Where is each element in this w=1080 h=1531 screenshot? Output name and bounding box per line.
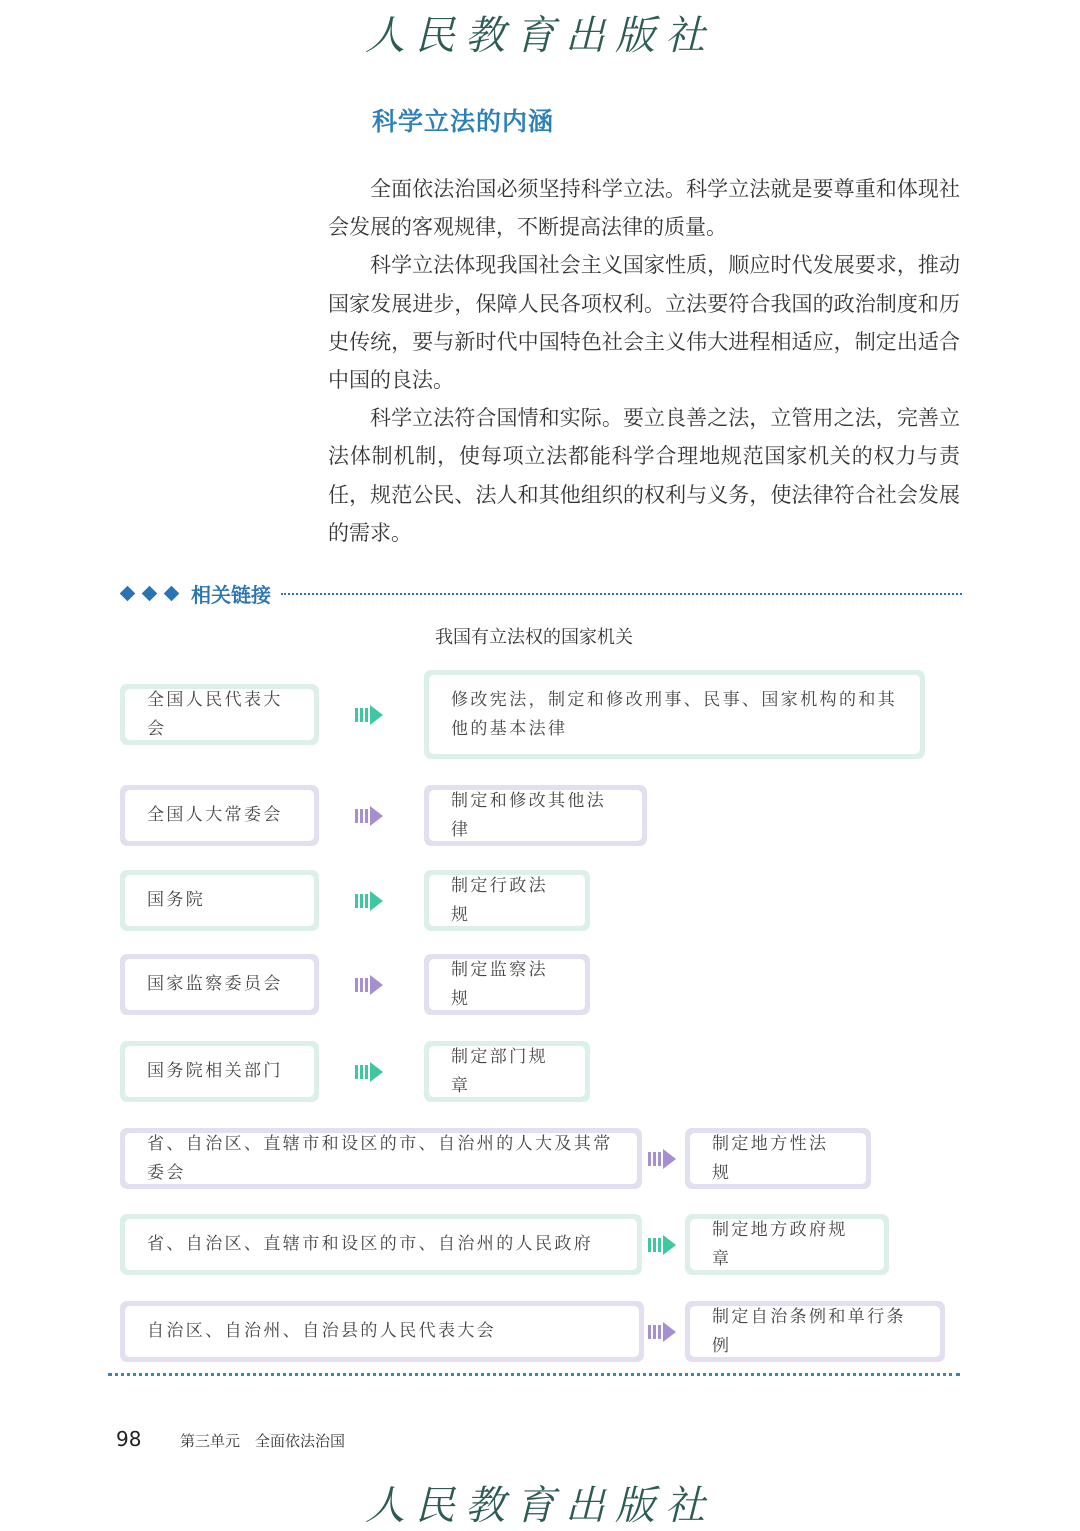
organ-label: 国家监察委员会 bbox=[125, 959, 314, 1010]
dotted-divider-bottom bbox=[108, 1373, 960, 1376]
organ-box bbox=[120, 1128, 642, 1189]
power-label: 修改宪法，制定和修改刑事、民事、国家机构的和其他的基本法律 bbox=[429, 675, 920, 754]
power-box bbox=[424, 670, 925, 759]
power-box bbox=[424, 1041, 590, 1102]
paragraph-2: 科学立法体现我国社会主义国家性质，顺应时代发展要求，推动国家发展进步，保障人民各项权利。立法要符合我国的政治制度和历史传统，要与新时代中国特色社会主义伟大进程相适应，制定出适合中国的良法。 bbox=[328, 253, 960, 393]
diagram-title: 我国有立法权的国家机关 bbox=[435, 627, 633, 648]
power-label: 制定和修改其他法律 bbox=[429, 790, 642, 841]
arrow-right-icon bbox=[355, 704, 385, 726]
related-link-label: 相关链接 bbox=[191, 582, 271, 607]
arrow-right-icon bbox=[355, 1061, 385, 1083]
organ-box bbox=[120, 870, 319, 931]
dotted-divider bbox=[281, 593, 962, 595]
organ-label: 全国人民代表大会 bbox=[125, 689, 314, 740]
power-label: 制定自治条例和单行条例 bbox=[690, 1306, 940, 1357]
organ-box bbox=[120, 954, 319, 1015]
publisher-watermark-top: 人民教育出版社 bbox=[365, 13, 715, 59]
paragraph-3: 科学立法符合国情和实际。要立良善之法，立管用之法，完善立法体制机制，使每项立法都能科学合理地规范国家机关的权力与责任，规范公民、法人和其他组织的权利与义务，使法律符合社会发展的需求。 bbox=[328, 406, 960, 545]
organ-label: 国务院 bbox=[125, 875, 314, 926]
power-box bbox=[424, 870, 590, 931]
arrow-right-icon bbox=[648, 1234, 678, 1256]
arrow-right-icon bbox=[355, 890, 385, 912]
related-link-header bbox=[120, 578, 962, 608]
power-label: 制定地方性法规 bbox=[690, 1133, 866, 1184]
publisher-watermark-bottom: 人民教育出版社 bbox=[365, 1483, 715, 1529]
section-title: 科学立法的内涵 bbox=[372, 107, 555, 136]
power-box bbox=[685, 1301, 945, 1362]
arrow-right-icon bbox=[648, 1148, 678, 1170]
power-label: 制定部门规章 bbox=[429, 1046, 585, 1097]
organ-label: 国务院相关部门 bbox=[125, 1046, 314, 1097]
organ-box bbox=[120, 1301, 644, 1362]
organ-box bbox=[120, 785, 319, 846]
unit-title: 第三单元 全面依法治国 bbox=[180, 1432, 346, 1450]
organ-box bbox=[120, 1214, 642, 1275]
arrow-right-icon bbox=[648, 1321, 678, 1343]
body-text bbox=[328, 170, 960, 552]
organ-box bbox=[120, 684, 319, 745]
organ-label: 省、自治区、直辖市和设区的市、自治州的人大及其常委会 bbox=[125, 1133, 637, 1184]
arrow-right-icon bbox=[355, 974, 385, 996]
power-label: 制定行政法规 bbox=[429, 875, 585, 926]
power-box bbox=[424, 954, 590, 1015]
paragraph-1: 全面依法治国必须坚持科学立法。科学立法就是要尊重和体现社会发展的客观规律，不断提高法律的质量。 bbox=[328, 177, 960, 240]
power-label: 制定地方政府规章 bbox=[690, 1219, 884, 1270]
organ-label: 全国人大常委会 bbox=[125, 790, 314, 841]
diamond-bullets-icon bbox=[120, 588, 179, 599]
organ-label: 自治区、自治州、自治县的人民代表大会 bbox=[125, 1306, 639, 1357]
organ-box bbox=[120, 1041, 319, 1102]
power-box bbox=[685, 1214, 889, 1275]
power-box bbox=[424, 785, 647, 846]
arrow-right-icon bbox=[355, 805, 385, 827]
power-label: 制定监察法规 bbox=[429, 959, 585, 1010]
page-number: 98 bbox=[116, 1427, 142, 1451]
power-box bbox=[685, 1128, 871, 1189]
organ-label: 省、自治区、直辖市和设区的市、自治州的人民政府 bbox=[125, 1219, 637, 1270]
